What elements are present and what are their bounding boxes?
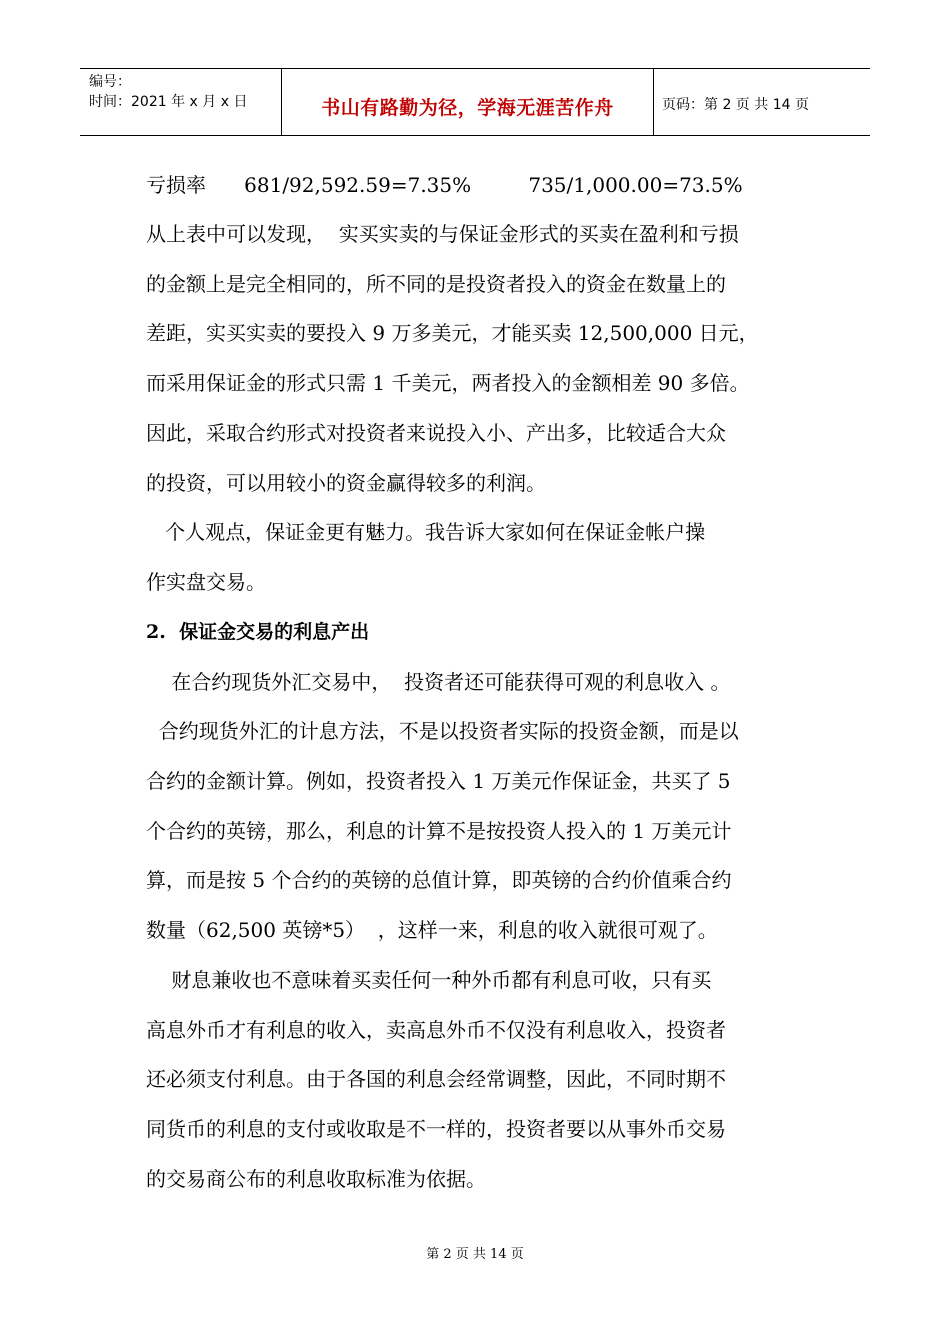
paragraph-line: 而采用保证金的形式只需 1 千美元，两者投入的金额相差 90 多倍。 [146, 371, 750, 395]
paragraph-line: 合约的金额计算。例如，投资者投入 1 万美元作保证金，共买了 5 [146, 769, 731, 793]
page-footer: 第 2 页 共 14 页 [426, 1247, 524, 1262]
paragraph-line: 的金额上是完全相同的，所不同的是投资者投入的资金在数量上的 [146, 272, 726, 296]
paragraph-line: 同货币的利息的支付或收取是不一样的，投资者要以从事外币交易 [146, 1117, 726, 1141]
paragraph-line: 还必须支付利息。由于各国的利息会经常调整，因此，不同时期不 [146, 1067, 726, 1091]
paragraph-line: 的投资，可以用较小的资金赢得较多的利润。 [146, 471, 546, 495]
paragraph-line: 财息兼收也不意味着买卖任何一种外币都有利息可收，只有买 [146, 968, 712, 992]
paragraph-line: 的交易商公布的利息收取标准为依据。 [146, 1167, 486, 1191]
header-info-cell [80, 69, 282, 135]
paragraph-line: 算，而是按 5 个合约的英镑的总值计算，即英镑的合约价值乘合约 [146, 868, 732, 892]
header-page-cell [654, 69, 870, 135]
page-code: 页码：第 2 页 共 14 页 [662, 97, 809, 113]
paragraph-line: 合约现货外汇的计息方法，不是以投资者实际的投资金额，而是以 [146, 719, 739, 743]
paragraph-line: 在合约现货外汇交易中， 投资者还可能获得可观的利息收入 。 [146, 670, 731, 694]
header-motto-cell [282, 69, 654, 135]
paragraph-line: 个合约的英镑，那么，利息的计算不是按投资人投入的 1 万美元计 [146, 819, 732, 843]
paragraph-line: 差距，实买实卖的要投入 9 万多美元，才能买卖 12,500,000 日元， [146, 321, 759, 345]
paragraph-line: 高息外币才有利息的收入，卖高息外币不仅没有利息收入，投资者 [146, 1018, 726, 1042]
page-header [80, 68, 870, 136]
paragraph-line: 因此，采取合约形式对投资者来说投入小、产出多，比较适合大众 [146, 421, 726, 445]
paragraph-line: 作实盘交易。 [146, 570, 266, 594]
number-label: 编号： [89, 74, 131, 90]
paragraph-line: 个人观点，保证金更有魅力。我告诉大家如何在保证金帐户操 [146, 520, 706, 544]
loss-rate-row: 亏损率 681/92,592.59=7.35% 735/1,000.00=73.5% [146, 173, 743, 197]
date-label: 时间：2021 年 x 月 x 日 [89, 94, 248, 110]
paragraph-line: 数量（62,500 英镑*5） ，这样一来，利息的收入就很可观了。 [146, 918, 718, 942]
section-heading: 2. 保证金交易的利息产出 [146, 621, 370, 643]
motto-text: 书山有路勤为径，学海无涯苦作舟 [321, 97, 614, 119]
paragraph-line: 从上表中可以发现， 实买实卖的与保证金形式的买卖在盈利和亏损 [146, 222, 739, 246]
